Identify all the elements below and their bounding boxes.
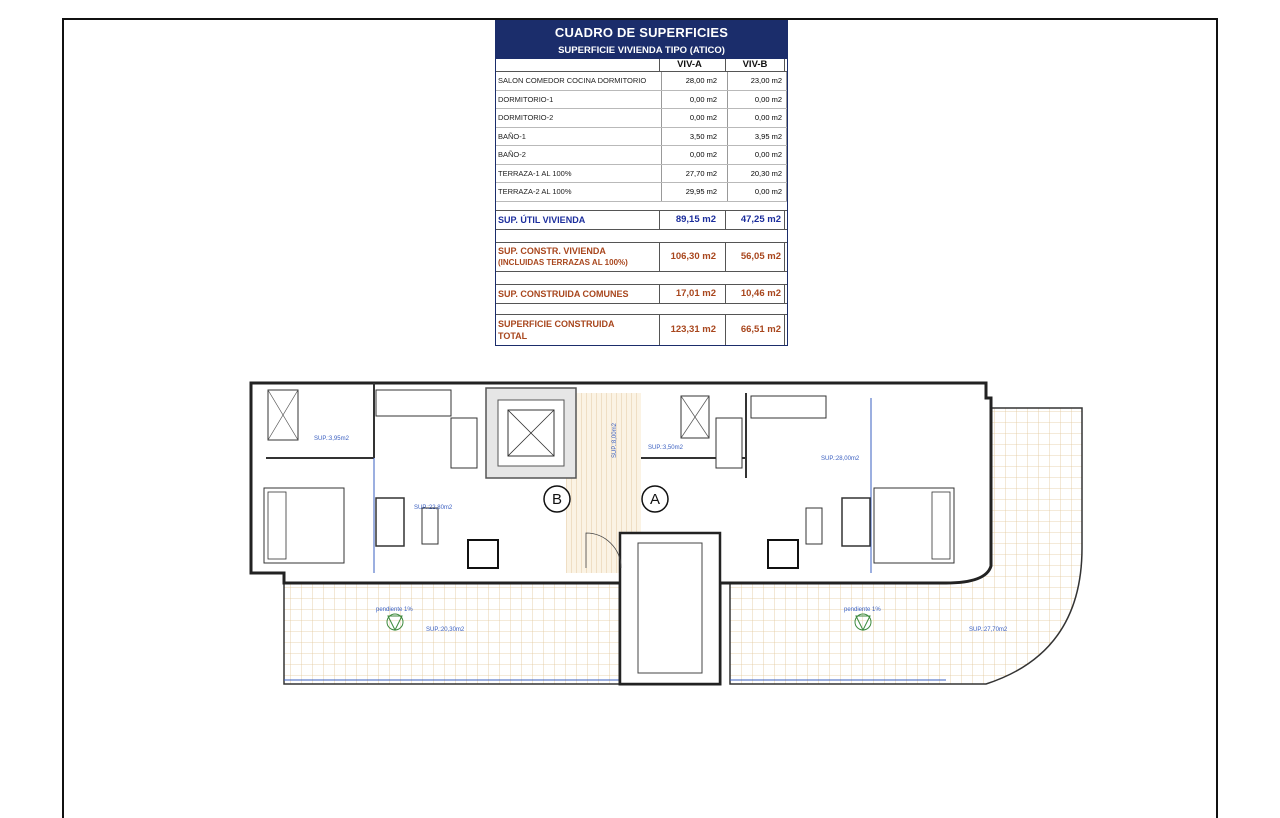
label-slope-b: pendiente 1% <box>376 607 413 613</box>
row-value-a: 0,00 m2 <box>661 146 721 164</box>
row-label: DORMITORIO-2 <box>498 113 554 123</box>
row-value-a: 27,70 m2 <box>661 165 721 183</box>
label-sup-terrace-b: SUP.:20,30m2 <box>426 627 465 633</box>
constr-b: 56,05 m2 <box>725 243 785 271</box>
table-subtitle: SUPERFICIE VIVIENDA TIPO (ATICO) <box>558 45 725 56</box>
total-b: 66,51 m2 <box>725 315 785 345</box>
constr-label <box>496 245 659 269</box>
row-value-b: 0,00 m2 <box>727 109 787 127</box>
dining-table-a <box>768 540 798 568</box>
sofa-a <box>842 498 870 546</box>
constr-row <box>496 242 787 272</box>
row-value-b: 0,00 m2 <box>727 91 787 109</box>
terrace-b <box>284 583 620 684</box>
comunes-row <box>496 284 787 304</box>
col-a-header: VIV-A <box>659 59 719 71</box>
row-label: DORMITORIO-1 <box>498 94 554 104</box>
kitchen-b <box>376 390 451 416</box>
row-value-a: 0,00 m2 <box>661 109 721 127</box>
comunes-b: 10,46 m2 <box>725 285 785 303</box>
row-value-a: 0,00 m2 <box>661 91 721 109</box>
total-label-1: SUPERFICIE CONSTRUIDA <box>498 318 615 329</box>
util-b: 47,25 m2 <box>725 211 785 229</box>
total-a: 123,31 m2 <box>659 315 719 345</box>
label-slope-a: pendiente 1% <box>844 607 881 613</box>
util-label: SUP. ÚTIL VIVIENDA <box>498 214 586 225</box>
table-title: CUADRO DE SUPERFICIES <box>554 25 729 40</box>
label-sup-terrace-a: SUP.:27,70m2 <box>969 627 1008 633</box>
table-row <box>496 183 787 202</box>
table-header <box>496 21 787 59</box>
row-label: BAÑO-1 <box>498 131 526 141</box>
constr-label-2: (INCLUIDAS TERRAZAS AL 100%) <box>498 257 628 267</box>
comunes-a: 17,01 m2 <box>659 285 719 303</box>
table-row <box>496 91 787 110</box>
util-a: 89,15 m2 <box>659 211 719 229</box>
label-sup-living-a: SUP.:28,00m2 <box>821 456 860 462</box>
bed-a <box>874 488 954 563</box>
total-label <box>496 318 659 342</box>
row-value-a: 29,95 m2 <box>661 183 721 201</box>
row-value-b: 20,30 m2 <box>727 165 787 183</box>
bed-b <box>264 488 344 563</box>
constr-label-1: SUP. CONSTR. VIVIENDA <box>498 245 606 256</box>
column-headers <box>496 59 787 72</box>
dining-table-b <box>468 540 498 568</box>
kitchen-a <box>751 396 826 418</box>
table-row <box>496 146 787 165</box>
total-label-2: TOTAL <box>498 330 528 341</box>
label-sup-bath-a: SUP.:3,50m2 <box>648 445 683 451</box>
row-value-a: 3,50 m2 <box>661 128 721 146</box>
sofa-b <box>376 498 404 546</box>
constr-a: 106,30 m2 <box>659 243 719 271</box>
row-value-b: 0,00 m2 <box>727 183 787 201</box>
table-row <box>496 72 787 91</box>
row-value-b: 3,95 m2 <box>727 128 787 146</box>
floor-plan <box>246 378 1106 693</box>
table-row <box>496 109 787 128</box>
row-value-a: 28,00 m2 <box>661 72 721 90</box>
comunes-label: SUP. CONSTRUIDA COMUNES <box>498 288 629 299</box>
row-label: BAÑO-2 <box>498 150 526 160</box>
table-row <box>496 128 787 147</box>
unit-b-letter: B <box>551 491 563 508</box>
label-sup-bath-b: SUP.:3,95m2 <box>314 436 349 442</box>
table-row <box>496 165 787 184</box>
row-label: TERRAZA-1 AL 100% <box>498 168 572 178</box>
label-sup-stair: SUP.:8,00m2 <box>612 423 618 458</box>
row-label: TERRAZA-2 AL 100% <box>498 187 572 197</box>
col-b-header: VIV-B <box>725 59 785 71</box>
row-label: SALON COMEDOR COCINA DORMITORIO <box>498 76 647 86</box>
util-row <box>496 210 787 230</box>
row-value-b: 23,00 m2 <box>727 72 787 90</box>
row-value-b: 0,00 m2 <box>727 146 787 164</box>
total-row <box>496 314 787 345</box>
surfaces-table <box>495 20 788 346</box>
label-sup-living-b: SUP.:22,80m2 <box>414 505 453 511</box>
unit-a-letter: A <box>649 491 661 508</box>
